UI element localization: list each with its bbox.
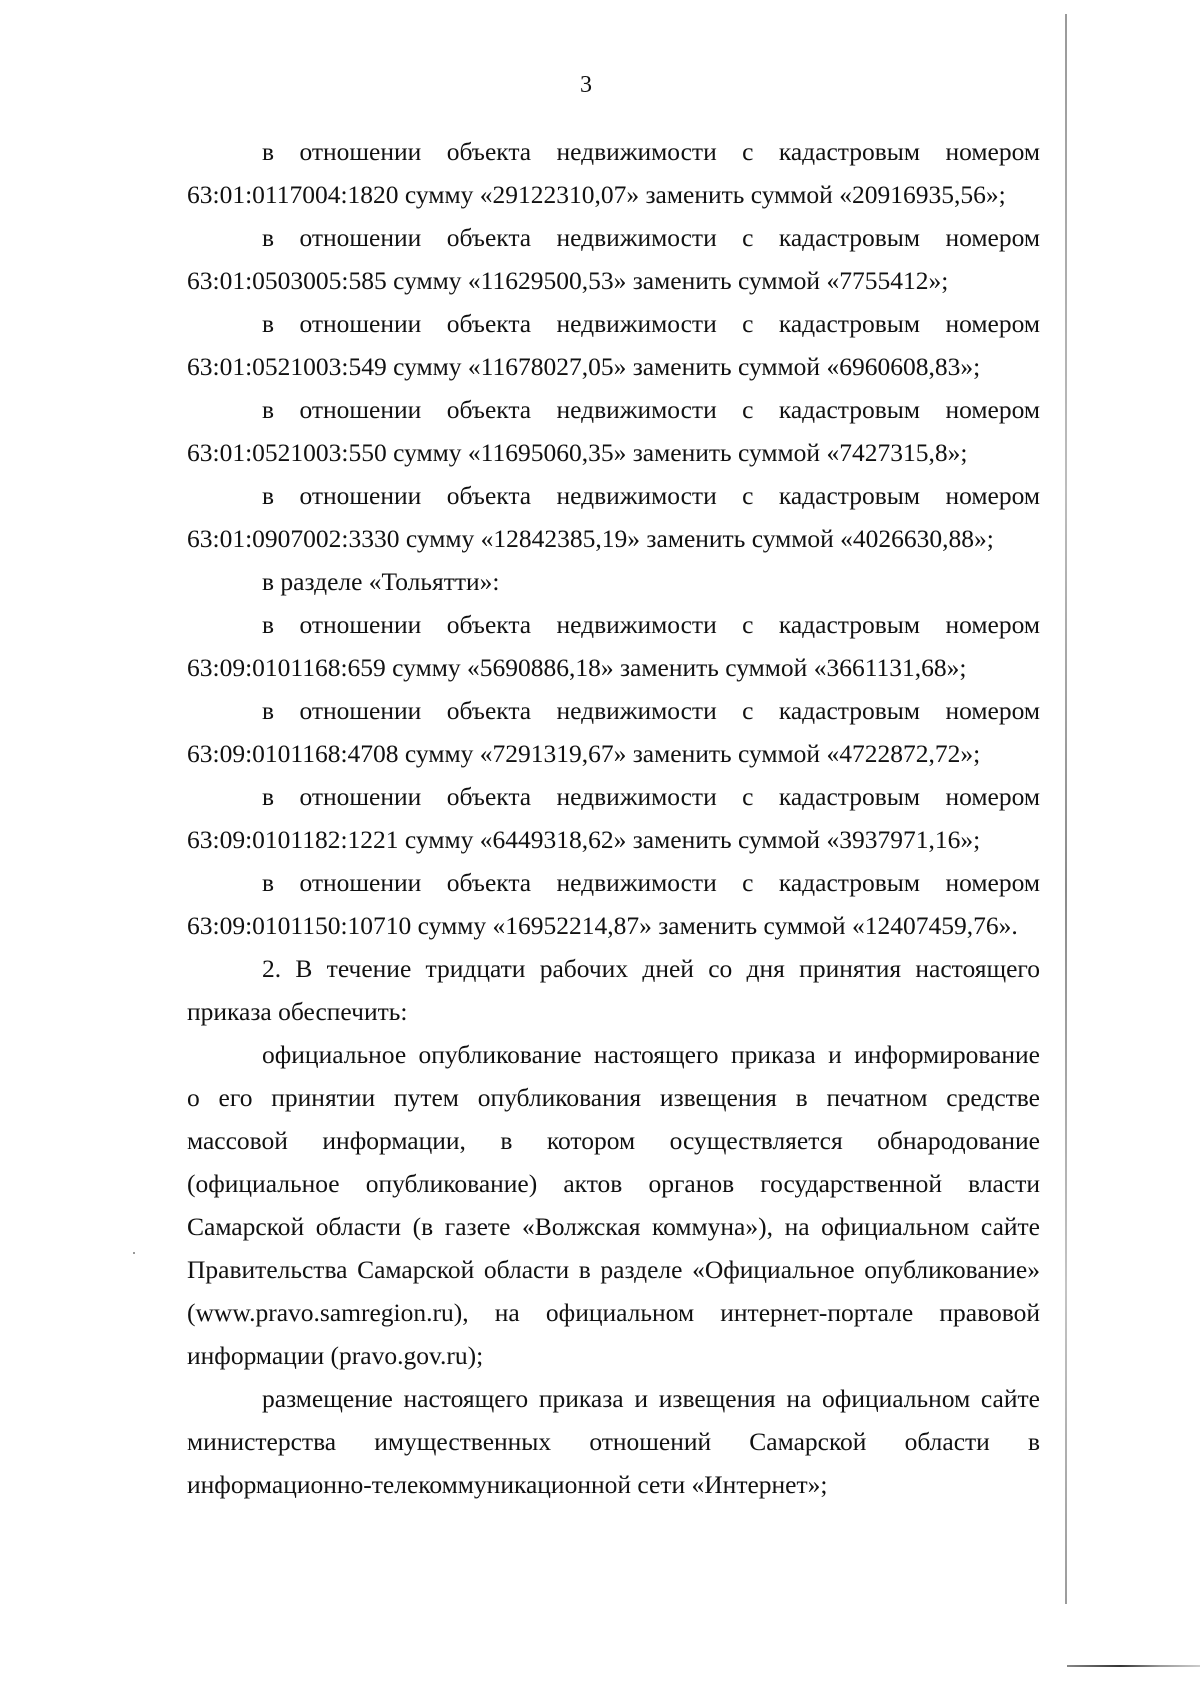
paragraph-line: в отношении объекта недвижимости с кадастровым номером (262, 309, 1040, 338)
paragraph-line: 63:09:0101168:659 сумму «5690886,18» заменить суммой «3661131,68»; (187, 653, 967, 682)
paragraph-line: 63:09:0101150:10710 сумму «16952214,87» заменить суммой «12407459,76». (187, 911, 1018, 940)
paragraph-line: массовой информации, в котором осуществляется обнародование (187, 1126, 1040, 1155)
paragraph-line: 63:01:0503005:585 сумму «11629500,53» заменить суммой «7755412»; (187, 266, 949, 295)
paragraph-line: в отношении объекта недвижимости с кадастровым номером (262, 868, 1040, 897)
page-number: 3 (580, 72, 592, 98)
paragraph-line: 63:09:0101168:4708 сумму «7291319,67» заменить суммой «4722872,72»; (187, 739, 981, 768)
scan-artifact-vertical-line (1065, 14, 1067, 1604)
numbered-item-line: 2. В течение тридцати рабочих дней со дня принятия настоящего (262, 954, 1040, 983)
paragraph-line: информации (pravo.gov.ru); (187, 1341, 484, 1370)
paragraph-line: 63:01:0521003:550 сумму «11695060,35» заменить суммой «7427315,8»; (187, 438, 968, 467)
paragraph-line: 63:09:0101182:1221 сумму «6449318,62» заменить суммой «3937971,16»; (187, 825, 981, 854)
paragraph-line: министерства имущественных отношений Самарской области в (187, 1427, 1040, 1456)
paragraph-line: в отношении объекта недвижимости с кадастровым номером (262, 481, 1040, 510)
paragraph-line: официальное опубликование настоящего приказа и информирование (262, 1040, 1040, 1069)
paragraph-line: Правительства Самарской области в разделе «Официальное опубликование» (187, 1255, 1040, 1284)
paragraph-line: (официальное опубликование) актов органов государственной власти (187, 1169, 1040, 1198)
scan-artifact-dot (133, 1252, 135, 1254)
paragraph-line: в отношении объекта недвижимости с кадастровым номером (262, 137, 1040, 166)
paragraph-line: 63:01:0521003:549 сумму «11678027,05» заменить суммой «6960608,83»; (187, 352, 981, 381)
paragraph-line: приказа обеспечить: (187, 997, 408, 1026)
paragraph-line: 63:01:0117004:1820 сумму «29122310,07» заменить суммой «20916935,56»; (187, 180, 1006, 209)
paragraph-line: в отношении объекта недвижимости с кадастровым номером (262, 395, 1040, 424)
paragraph-line: Самарской области (в газете «Волжская коммуна»), на официальном сайте (187, 1212, 1040, 1241)
section-heading-line: в разделе «Тольятти»: (262, 567, 500, 596)
paragraph-line: в отношении объекта недвижимости с кадастровым номером (262, 610, 1040, 639)
paragraph-line: (www.pravo.samregion.ru), на официальном интернет-портале правовой (187, 1298, 1040, 1327)
paragraph-line: информационно-телекоммуникационной сети «Интернет»; (187, 1470, 828, 1499)
paragraph-line: размещение настоящего приказа и извещения на официальном сайте (262, 1384, 1040, 1413)
document-body (187, 130, 1040, 1506)
paragraph-line: в отношении объекта недвижимости с кадастровым номером (262, 782, 1040, 811)
paragraph-line: о его принятии путем опубликования извещения в печатном средстве (187, 1083, 1040, 1112)
paragraph-line: в отношении объекта недвижимости с кадастровым номером (262, 223, 1040, 252)
paragraph-line: 63:01:0907002:3330 сумму «12842385,19» заменить суммой «4026630,88»; (187, 524, 994, 553)
paragraph-line: в отношении объекта недвижимости с кадастровым номером (262, 696, 1040, 725)
scan-artifact-horizontal-line (1067, 1665, 1200, 1667)
